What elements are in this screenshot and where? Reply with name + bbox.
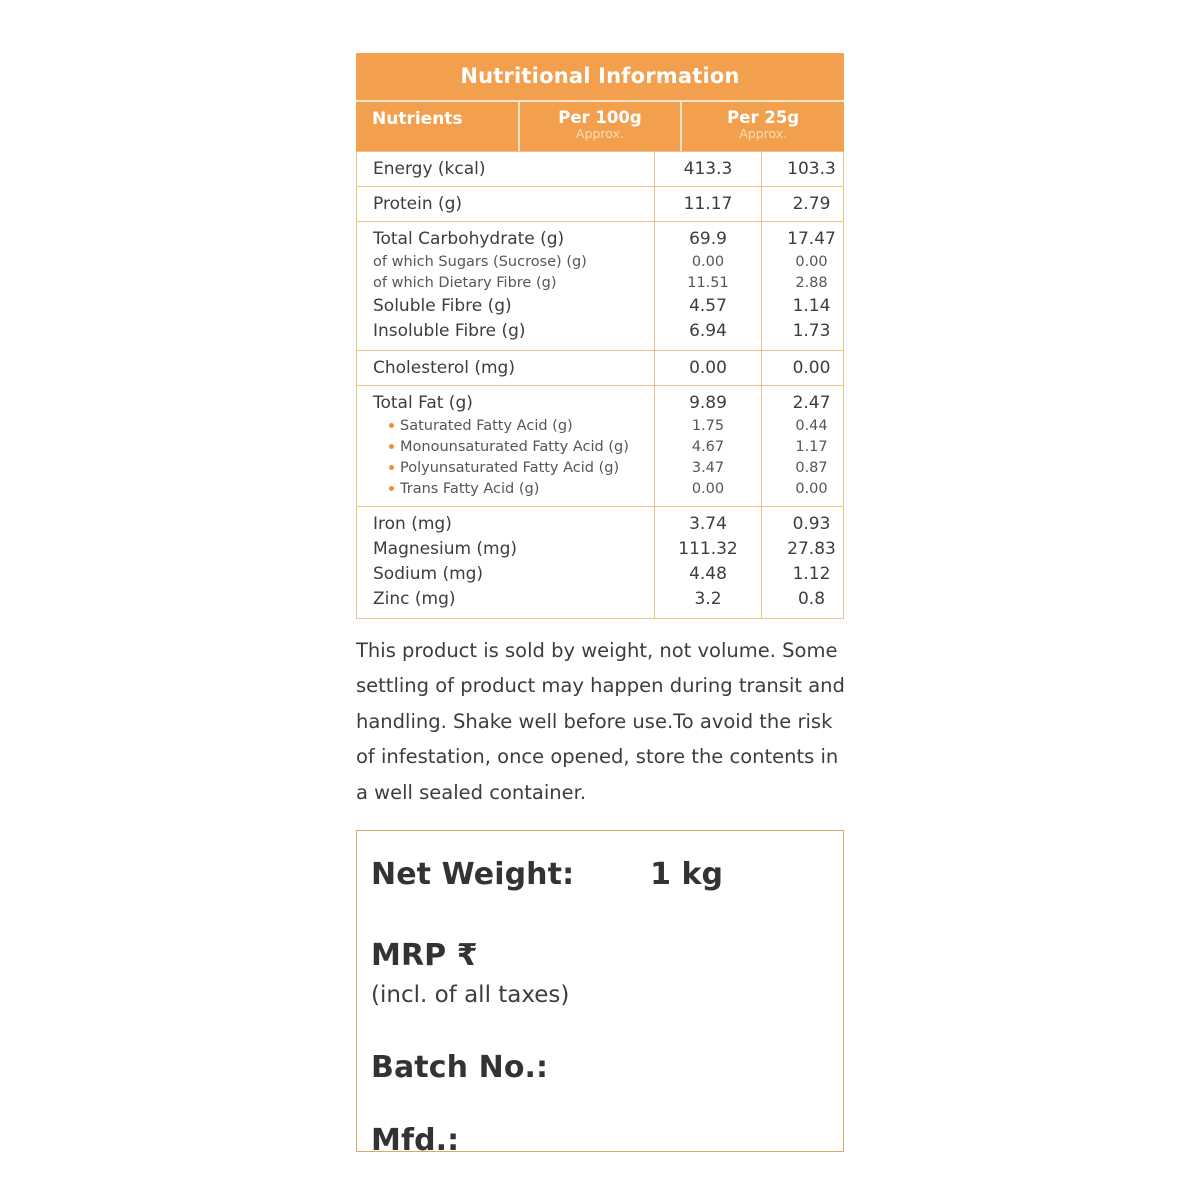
table-column-header-row xyxy=(356,101,844,151)
table-body xyxy=(356,151,844,619)
value-per-100g: 111.32 xyxy=(655,537,762,562)
value-per-25g: 103.3 xyxy=(762,152,862,186)
nutrient-name: Zinc (mg) xyxy=(373,589,456,610)
bullet-icon xyxy=(389,465,394,470)
nutrient-name: Total Carbohydrate (g) xyxy=(373,229,565,250)
bullet-icon xyxy=(389,444,394,449)
table-row xyxy=(357,222,861,252)
value-per-25g: 27.83 xyxy=(762,537,862,562)
table-row xyxy=(357,273,861,294)
table-row xyxy=(357,386,861,416)
nutrient-name: of which Dietary Fibre (g) xyxy=(373,275,557,292)
net-weight-value: 1 kg xyxy=(650,856,723,892)
value-per-25g: 1.17 xyxy=(762,437,862,458)
table-title-row xyxy=(356,53,844,101)
value-per-100g: 3.47 xyxy=(655,458,762,479)
nutrient-group-table xyxy=(357,187,861,221)
table-header-block xyxy=(356,53,844,151)
net-weight-line xyxy=(371,857,843,892)
table-row xyxy=(357,437,861,458)
per-100g-approx: Approx. xyxy=(576,126,624,142)
value-per-100g: 6.94 xyxy=(655,319,762,350)
per-25g-approx: Approx. xyxy=(739,126,788,142)
bullet-icon xyxy=(389,486,394,491)
value-per-100g: 11.17 xyxy=(655,187,762,221)
value-per-25g: 0.44 xyxy=(762,416,862,437)
nutrient-name: Insoluble Fibre (g) xyxy=(373,321,526,342)
value-per-100g: 4.48 xyxy=(655,562,762,587)
nutrient-group xyxy=(356,351,844,386)
nutrient-name: Iron (mg) xyxy=(373,514,452,535)
value-per-25g: 17.47 xyxy=(762,222,862,252)
value-per-100g: 9.89 xyxy=(655,386,762,416)
bullet-icon xyxy=(389,423,394,428)
nutrient-group-table xyxy=(357,507,861,618)
value-per-25g: 1.73 xyxy=(762,319,862,350)
nutrient-name: Soluble Fibre (g) xyxy=(373,296,512,317)
value-per-100g: 0.00 xyxy=(655,252,762,273)
table-row xyxy=(357,351,861,385)
mrp-line xyxy=(371,938,843,973)
net-weight-label: Net Weight: xyxy=(371,856,575,892)
value-per-100g: 69.9 xyxy=(655,222,762,252)
nutrient-name: Energy (kcal) xyxy=(373,158,486,179)
mrp-tax-note: (incl. of all taxes) xyxy=(371,981,570,1008)
nutrient-group-table xyxy=(357,386,861,506)
nutrient-group xyxy=(356,222,844,351)
value-per-25g: 0.00 xyxy=(762,351,862,385)
table-row xyxy=(357,458,861,479)
value-per-25g: 1.14 xyxy=(762,294,862,319)
table-row xyxy=(357,416,861,437)
column-header-per-25g xyxy=(681,101,844,151)
value-per-100g: 3.74 xyxy=(655,507,762,537)
table-row xyxy=(357,507,861,537)
nutrient-name: of which Sugars (Sucrose) (g) xyxy=(373,254,587,271)
value-per-25g: 0.8 xyxy=(762,587,862,618)
nutrient-group xyxy=(356,386,844,507)
mrp-label: MRP ₹ xyxy=(371,937,478,973)
table-row xyxy=(357,294,861,319)
table-row xyxy=(357,152,861,186)
per-25g-label: Per 25g xyxy=(727,108,800,127)
nutrition-label xyxy=(356,53,845,1158)
nutrient-group xyxy=(356,187,844,222)
value-per-25g: 0.00 xyxy=(762,252,862,273)
nutrient-name: Saturated Fatty Acid (g) xyxy=(357,416,655,437)
column-header-per-100g xyxy=(519,101,682,151)
table-row xyxy=(357,252,861,273)
nutrient-group-table xyxy=(357,222,861,350)
nutrient-name: Protein (g) xyxy=(373,193,463,214)
value-per-100g: 1.75 xyxy=(655,416,762,437)
table-row xyxy=(357,479,861,506)
mfd-line xyxy=(371,1123,843,1158)
table-row xyxy=(357,562,861,587)
product-disclaimer-text: This product is sold by weight, not volume. Some settling of product may happen during transit and handling. Shake well before use.To avoid the risk of infestation, once opened, store the contents in a well sealed container. xyxy=(356,638,845,804)
value-per-25g: 0.00 xyxy=(762,479,862,506)
value-per-100g: 11.51 xyxy=(655,273,762,294)
table-row xyxy=(357,537,861,562)
value-per-100g: 0.00 xyxy=(655,479,762,506)
nutrient-name: Polyunsaturated Fatty Acid (g) xyxy=(357,458,655,479)
batch-no-label: Batch No.: xyxy=(371,1049,549,1085)
batch-no-line xyxy=(371,1050,843,1085)
nutrient-name: Cholesterol (mg) xyxy=(373,357,515,378)
value-per-100g: 4.67 xyxy=(655,437,762,458)
value-per-100g: 4.57 xyxy=(655,294,762,319)
value-per-25g: 2.47 xyxy=(762,386,862,416)
nutrient-group xyxy=(356,507,844,619)
value-per-25g: 1.12 xyxy=(762,562,862,587)
nutrient-name: Magnesium (mg) xyxy=(373,539,518,560)
per-100g-label: Per 100g xyxy=(558,108,642,127)
nutrient-group-table xyxy=(357,152,861,186)
table-row xyxy=(357,319,861,350)
nutrient-name: Sodium (mg) xyxy=(373,564,484,585)
nutrient-name: Total Fat (g) xyxy=(373,393,473,414)
value-per-100g: 413.3 xyxy=(655,152,762,186)
nutrient-group-table xyxy=(357,351,861,385)
value-per-25g: 0.87 xyxy=(762,458,862,479)
value-per-25g: 0.93 xyxy=(762,507,862,537)
value-per-100g: 3.2 xyxy=(655,587,762,618)
table-row xyxy=(357,587,861,618)
product-details-box xyxy=(356,830,844,1158)
nutritional-information-table xyxy=(356,53,844,619)
value-per-25g: 2.79 xyxy=(762,187,862,221)
nutrient-name: Trans Fatty Acid (g) xyxy=(357,479,655,506)
value-per-25g: 2.88 xyxy=(762,273,862,294)
value-per-100g: 0.00 xyxy=(655,351,762,385)
nutrient-group xyxy=(356,151,844,187)
table-title: Nutritional Information xyxy=(356,53,844,101)
table-row xyxy=(357,187,861,221)
nutrient-name: Monounsaturated Fatty Acid (g) xyxy=(357,437,655,458)
column-header-nutrients: Nutrients xyxy=(356,101,519,151)
mfd-label: Mfd.: xyxy=(371,1122,460,1158)
